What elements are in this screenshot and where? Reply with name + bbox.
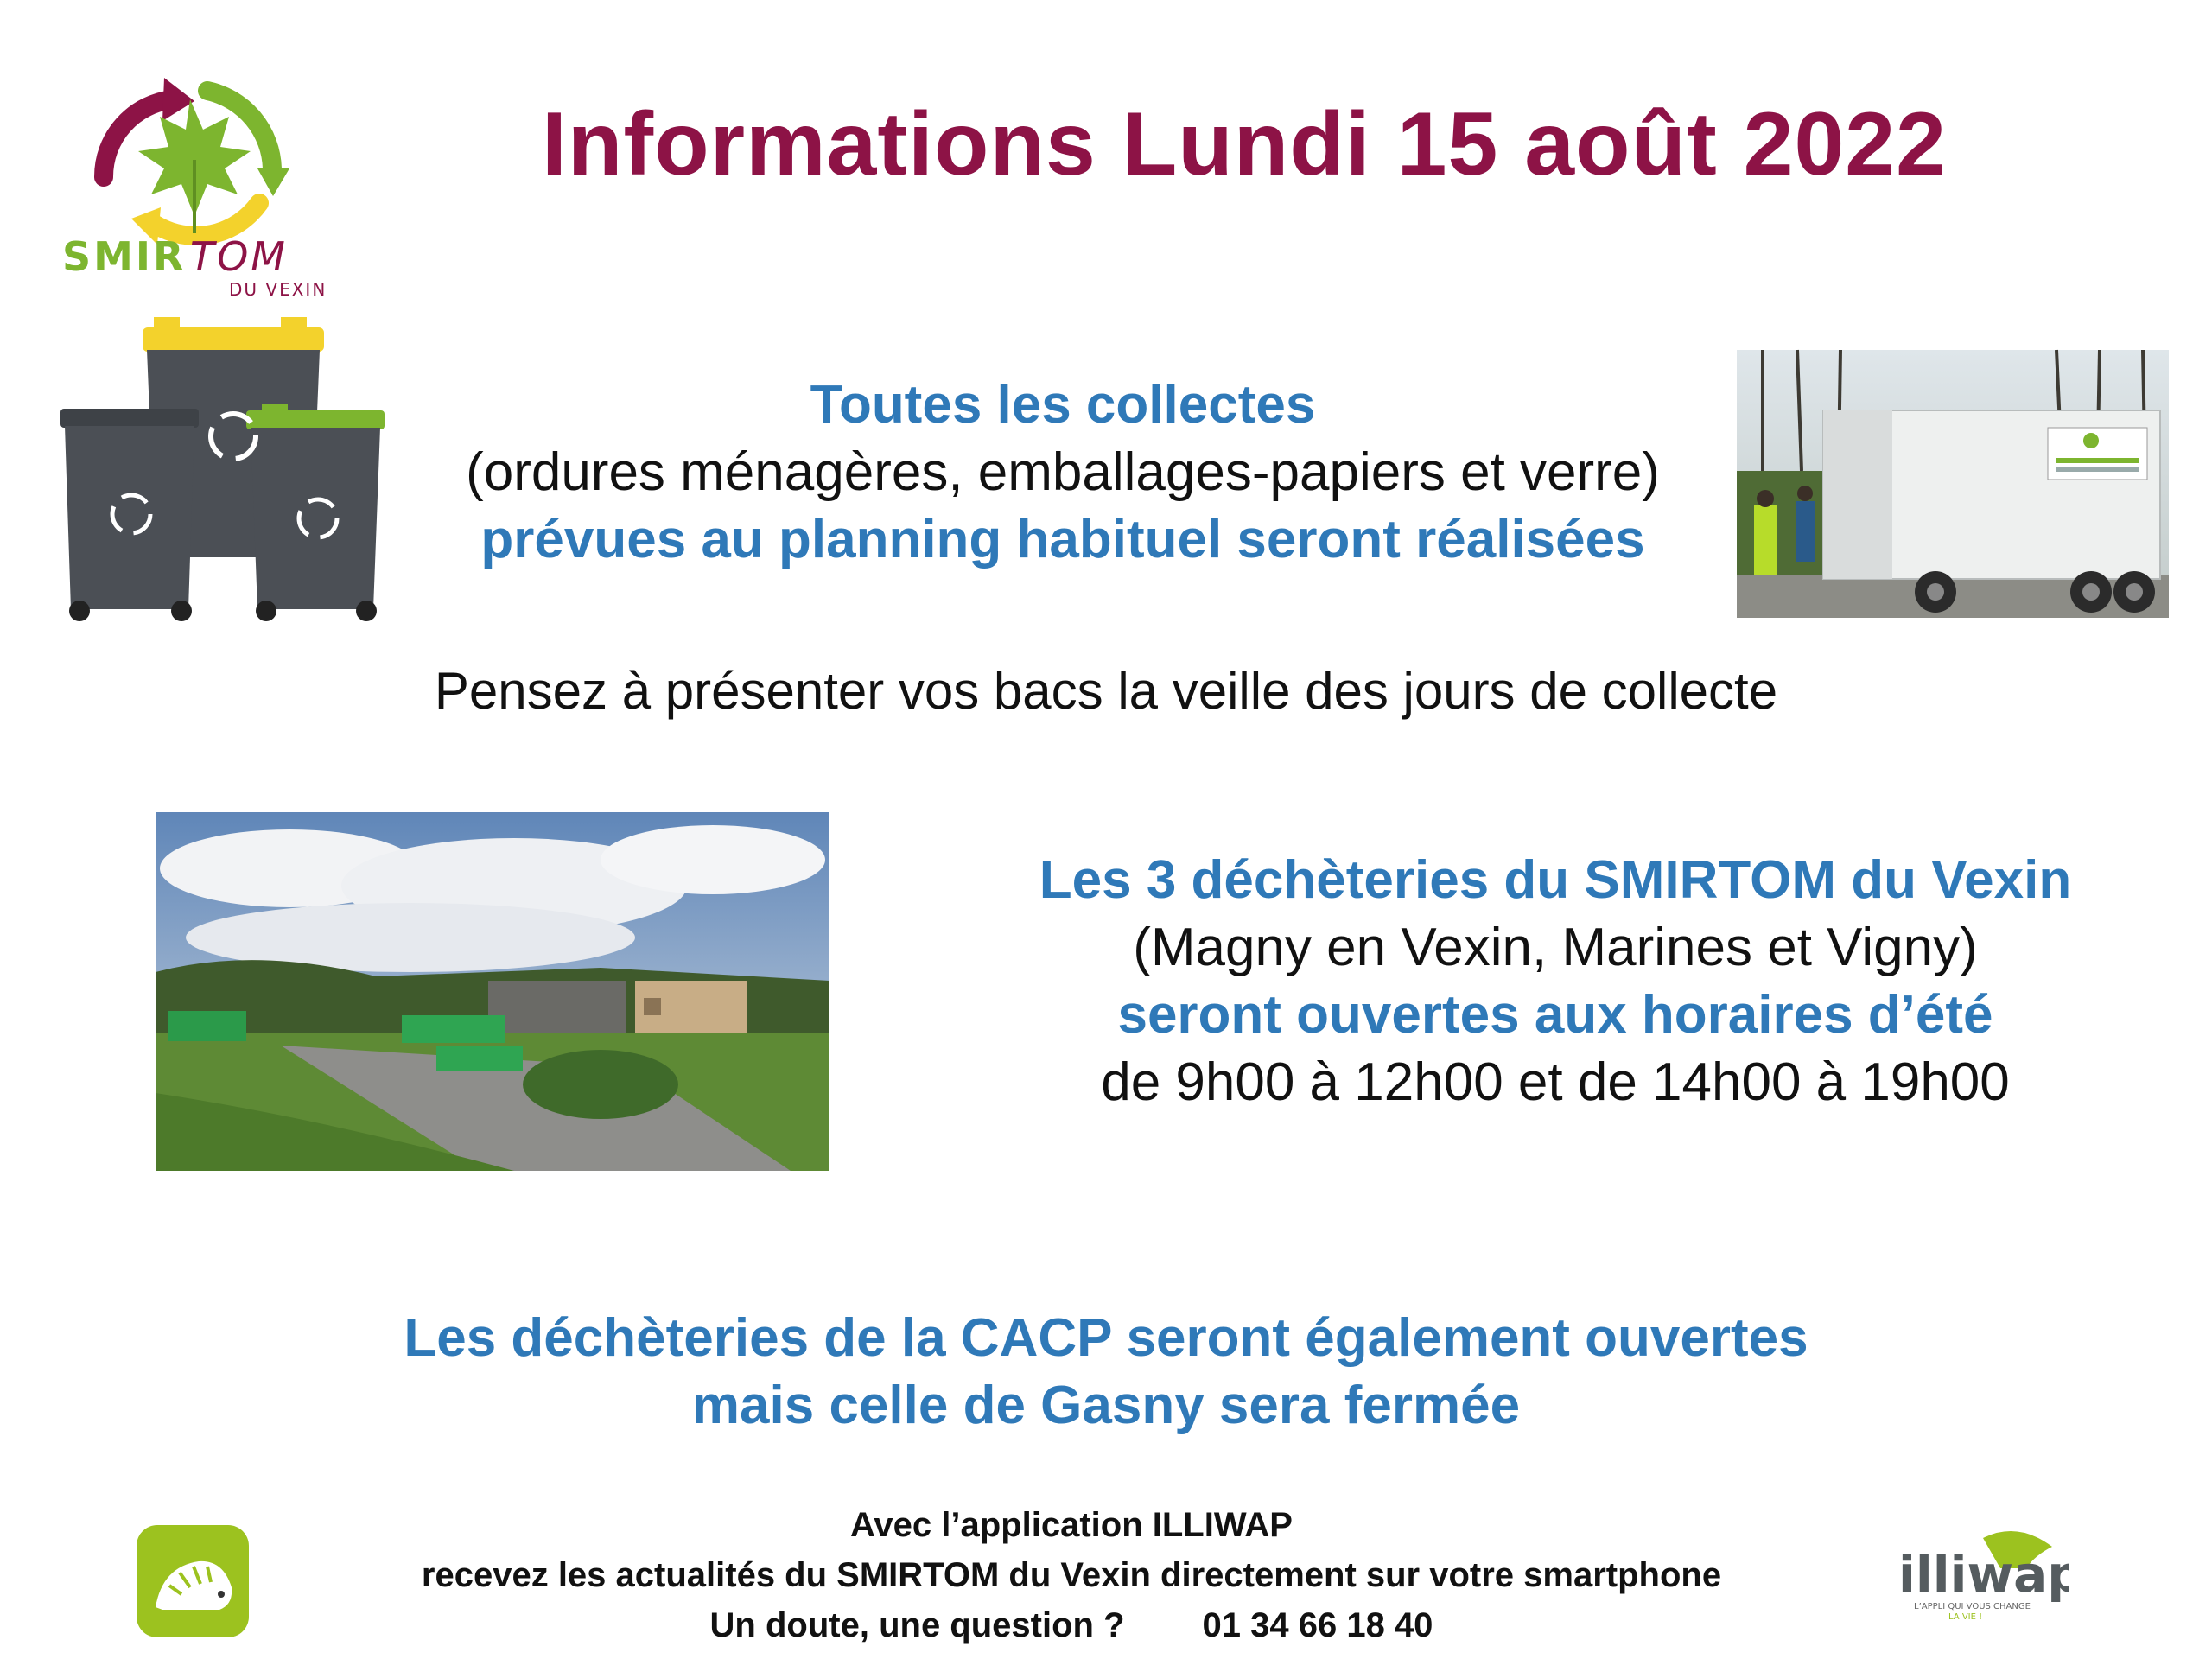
reminder-text: Pensez à présenter vos bacs la veille des jours de collecte — [434, 662, 1778, 720]
footer — [328, 1500, 1815, 1650]
page-title: Informations Lundi 15 août 2022 — [542, 94, 1947, 194]
decheteries-hours: de 9h00 à 12h00 et de 14h00 à 19h00 — [1101, 1052, 2010, 1112]
collectes-heading: Toutes les collectes — [810, 375, 1316, 435]
decheteries-status: seront ouvertes aux horaires d’été — [1117, 985, 1993, 1045]
footer-question: Un doute, une question ? — [709, 1606, 1125, 1644]
illiwap-logo-text: illiwap — [1898, 1545, 2069, 1604]
illiwap-tagline2: LA VIE ! — [1948, 1612, 1983, 1622]
cacp-line2: mais celle de Gasny sera fermée — [691, 1376, 1521, 1435]
collectes-status: prévues au planning habituel seront réalisées — [480, 510, 1645, 569]
collectes-block — [380, 372, 1745, 574]
footer-phone: 01 34 66 18 40 — [1202, 1606, 1433, 1644]
illiwap-tagline1: L’APPLI QUI VOUS CHANGE — [1914, 1602, 2031, 1611]
cacp-line1: Les déchèteries de la CACP seront également ouvertes — [404, 1308, 1808, 1368]
decheteries-locations: (Magny en Vexin, Marines et Vigny) — [1133, 918, 1978, 977]
footer-line2: recevez les actualités du SMIRTOM du Vexin directement sur votre smartphone — [421, 1556, 1722, 1594]
decheteries-heading: Les 3 déchèteries du SMIRTOM du Vexin — [1039, 850, 2072, 910]
decheteries-block — [933, 847, 2177, 1116]
footer-contact — [328, 1600, 1815, 1650]
logo-brand-main: SMIR — [62, 233, 187, 280]
logo-brand-italic: TOM — [190, 233, 288, 280]
collectes-detail: (ordures ménagères, emballages-papiers et verre) — [466, 442, 1660, 502]
garbage-truck-photo — [1728, 341, 2177, 626]
cacp-block — [328, 1305, 1884, 1440]
footer-line1: Avec l’application ILLIWAP — [850, 1506, 1293, 1544]
illiwap-logo — [1897, 1521, 2069, 1624]
recycling-center-photo — [151, 808, 834, 1175]
smirtom-logo — [52, 48, 354, 307]
waste-bins-icon — [60, 307, 397, 626]
hedgehog-app-icon — [137, 1525, 249, 1637]
logo-brand-sub: DU VEXIN — [229, 279, 327, 300]
